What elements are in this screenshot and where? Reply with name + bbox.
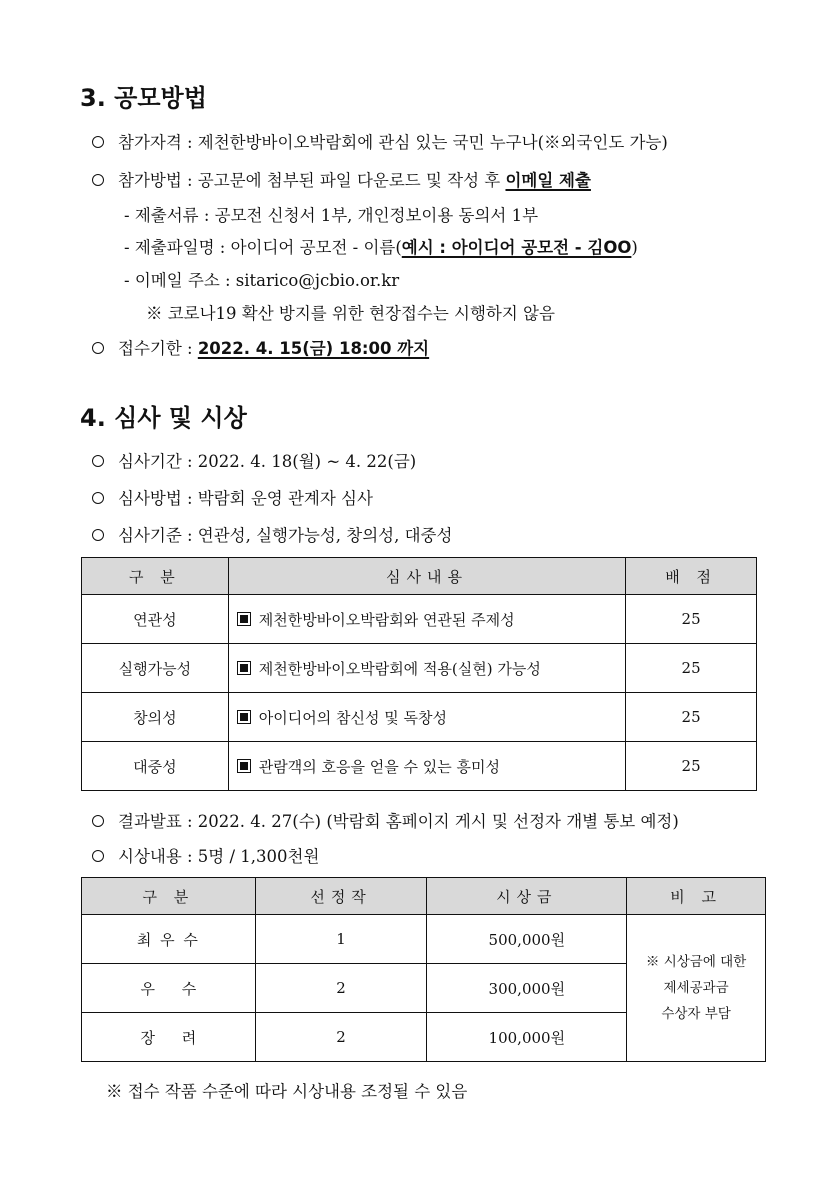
announcement-line: 결과발표 : 2022. 4. 27(수) (박람회 홈페이지 게시 및 선정자 개별 통보 예정) xyxy=(92,808,679,832)
criteria-line: 심사기준 : 연관성, 실행가능성, 창의성, 대중성 xyxy=(92,522,452,546)
filled-square-icon xyxy=(237,612,251,626)
circle-bullet-icon xyxy=(92,136,104,148)
table-row xyxy=(82,595,757,644)
section-3-title: 3. 공모방법 xyxy=(80,84,207,112)
email-line: - 이메일 주소 : sitarico@jcbio.or.kr xyxy=(124,271,400,290)
grade-cell: 장 려 xyxy=(82,1013,256,1062)
email-submit-emphasis: 이메일 제출 xyxy=(505,171,591,190)
category-cell: 실행가능성 xyxy=(82,644,229,693)
footnote: ※ 접수 작품 수준에 따라 시상내용 조정될 수 있음 xyxy=(106,1082,468,1101)
count-cell: 1 xyxy=(255,915,427,964)
header-count: 선정작 xyxy=(255,878,427,915)
prize-cell: 500,000원 xyxy=(427,915,627,964)
circle-bullet-icon xyxy=(92,455,104,467)
circle-bullet-icon xyxy=(92,529,104,541)
filename-example: 예시 : 아이디어 공모전 - 김OO xyxy=(401,238,632,257)
covid-note: ※ 코로나19 확산 방지를 위한 현장접수는 시행하지 않음 xyxy=(146,304,555,323)
content-cell: 아이디어의 참신성 및 독창성 xyxy=(228,693,625,742)
circle-bullet-icon xyxy=(92,174,104,186)
deadline-line: 접수기한 : 2022. 4. 15(금) 18:00 까지 xyxy=(92,335,429,359)
section-4-title: 4. 심사 및 시상 xyxy=(80,404,247,432)
grade-cell: 최 우 수 xyxy=(82,915,256,964)
table-row xyxy=(82,644,757,693)
documents-line: - 제출서류 : 공모전 신청서 1부, 개인정보이용 동의서 1부 xyxy=(124,206,539,225)
remark-cell: ※ 시상금에 대한 제세공과금 수상자 부담 xyxy=(627,915,766,1062)
header-grade: 구 분 xyxy=(82,878,256,915)
circle-bullet-icon xyxy=(92,815,104,827)
header-category: 구 분 xyxy=(82,558,229,595)
table-row xyxy=(82,693,757,742)
grade-cell: 우 수 xyxy=(82,964,256,1013)
prize-cell: 300,000원 xyxy=(427,964,627,1013)
header-content: 심사내용 xyxy=(228,558,625,595)
table-row xyxy=(82,742,757,791)
score-cell: 25 xyxy=(626,644,757,693)
circle-bullet-icon xyxy=(92,492,104,504)
header-score: 배 점 xyxy=(626,558,757,595)
content-cell: 제천한방바이오박람회에 적용(실현) 가능성 xyxy=(228,644,625,693)
table-header-row xyxy=(82,558,757,595)
table-row xyxy=(82,915,766,964)
count-cell: 2 xyxy=(255,1013,427,1062)
circle-bullet-icon xyxy=(92,342,104,354)
filled-square-icon xyxy=(237,710,251,724)
count-cell: 2 xyxy=(255,964,427,1013)
filename-line: - 제출파일명 : 아이디어 공모전 - 이름(예시 : 아이디어 공모전 - 김OO) xyxy=(124,238,638,257)
filled-square-icon xyxy=(237,759,251,773)
qualification-line: 참가자격 : 제천한방바이오박람회에 관심 있는 국민 누구나(※외국인도 가능) xyxy=(92,129,668,153)
criteria-table xyxy=(81,557,757,791)
period-line: 심사기간 : 2022. 4. 18(월) ~ 4. 22(금) xyxy=(92,448,416,472)
deadline-value: 2022. 4. 15(금) 18:00 까지 xyxy=(197,339,430,358)
header-remark: 비 고 xyxy=(627,878,766,915)
content-cell: 제천한방바이오박람회와 연관된 주제성 xyxy=(228,595,625,644)
category-cell: 대중성 xyxy=(82,742,229,791)
category-cell: 연관성 xyxy=(82,595,229,644)
filled-square-icon xyxy=(237,661,251,675)
prize-cell: 100,000원 xyxy=(427,1013,627,1062)
score-cell: 25 xyxy=(626,595,757,644)
award-table xyxy=(81,877,766,1062)
score-cell: 25 xyxy=(626,693,757,742)
category-cell: 창의성 xyxy=(82,693,229,742)
score-cell: 25 xyxy=(626,742,757,791)
table-header-row xyxy=(82,878,766,915)
header-prize: 시상금 xyxy=(427,878,627,915)
method-line: 심사방법 : 박람회 운영 관계자 심사 xyxy=(92,485,373,509)
circle-bullet-icon xyxy=(92,850,104,862)
content-cell: 관람객의 호응을 얻을 수 있는 흥미성 xyxy=(228,742,625,791)
awards-line: 시상내용 : 5명 / 1,300천원 xyxy=(92,843,319,867)
method-line: 참가방법 : 공고문에 첨부된 파일 다운로드 및 작성 후 이메일 제출 xyxy=(92,167,591,191)
